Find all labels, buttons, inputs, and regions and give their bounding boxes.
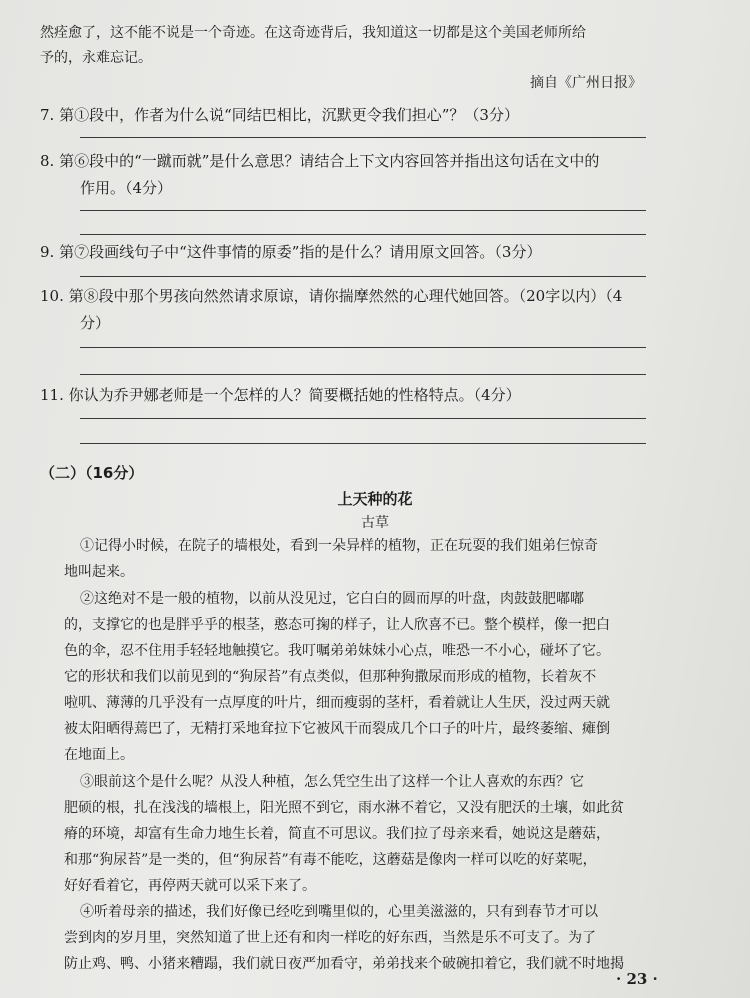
answer-line	[80, 347, 646, 348]
source-citation: 摘自《广州日报》	[530, 75, 642, 91]
article-line: ③眼前这个是什么呢？从没人种植，怎么凭空生出了这样一个让人喜欢的东西？它	[80, 774, 584, 790]
section-heading: （二）（16分）	[40, 464, 144, 482]
answer-line	[80, 276, 646, 277]
article-line: 地叫起来。	[64, 564, 134, 580]
question-8-cont: 作用。（4分）	[80, 179, 173, 197]
page-number: · 23 ·	[616, 970, 658, 988]
answer-line	[80, 418, 646, 419]
article-line: 被太阳晒得蔫巴了，无精打采地耷拉下它被风干而裂成几个口子的叶片，最终萎缩、瘫倒	[64, 721, 610, 737]
article-line: 色的伞，忍不住用手轻轻地触摸它。我叮嘱弟弟妹妹小心点，唯恐一不小心，碰坏了它。	[64, 643, 610, 659]
answer-line	[80, 137, 646, 138]
article-line: 瘠的环境，却富有生命力地生长着，简直不可思议。我们拉了母亲来看，她说这是蘑菇，	[64, 826, 610, 842]
question-7: 7. 第①段中，作者为什么说“同结巴相比，沉默更令我们担心”？（3分）	[40, 106, 519, 124]
article-line: ①记得小时候，在院子的墙根处，看到一朵异样的植物，正在玩耍的我们姐弟仨惊奇	[80, 538, 598, 554]
question-10-cont: 分）	[80, 314, 111, 332]
answer-line	[80, 443, 646, 444]
article-line: 尝到肉的岁月里，突然知道了世上还有和肉一样吃的好东西，当然是乐不可支了。为了	[64, 930, 596, 946]
article-line: ④听着母亲的描述，我们好像已经吃到嘴里似的，心里美滋滋的，只有到春节才可以	[80, 904, 598, 920]
question-10: 10. 第⑧段中那个男孩向然然请求原谅，请你揣摩然然的心理代她回答。（20字以内）（4	[40, 287, 623, 305]
article-line: 它的形状和我们以前见到的“狗尿苔”有点类似，但那种狗撒尿而形成的植物，长着灰不	[64, 669, 597, 685]
prev-passage-line-1: 然痊愈了，这不能不说是一个奇迹。在这奇迹背后，我知道这一切都是这个美国老师所给	[40, 25, 586, 41]
article-line: 防止鸡、鸭、小猪来糟蹋，我们就日夜严加看守，弟弟找来个破碗扣着它，我们就不时地揭	[64, 956, 624, 972]
question-8: 8. 第⑥段中的“一蹴而就”是什么意思？请结合上下文内容回答并指出这句话在文中的	[40, 152, 600, 170]
article-line: 好好看着它，再停两天就可以采下来了。	[64, 878, 316, 894]
question-9: 9. 第⑦段画线句子中“这件事情的原委”指的是什么？请用原文回答。（3分）	[40, 243, 542, 261]
answer-line	[80, 234, 646, 235]
article-line: ②这绝对不是一般的植物，以前从没见过，它白白的圆而厚的叶盘，肉鼓鼓肥嘟嘟	[80, 591, 584, 607]
question-11: 11. 你认为乔尹娜老师是一个怎样的人？简要概括她的性格特点。（4分）	[40, 386, 521, 404]
article-line: 啦叽、薄薄的几乎没有一点厚度的叶片，细而瘦弱的茎杆，看着就让人生厌，没过两天就	[64, 695, 610, 711]
article-line: 和那“狗尿苔”是一类的，但“狗尿苔”有毒不能吃，这蘑菇是像肉一样可以吃的好菜呢，	[64, 852, 597, 868]
article-line: 在地面上。	[64, 747, 134, 763]
prev-passage-line-2: 予的，永难忘记。	[40, 50, 152, 66]
article-line: 的，支撑它的也是胖乎乎的根茎，憨态可掬的样子，让人欣喜不已。整个模样，像一把白	[64, 617, 610, 633]
answer-line	[80, 374, 646, 375]
answer-line	[80, 210, 646, 211]
article-line: 肥硕的根，扎在浅浅的墙根上，阳光照不到它，雨水淋不着它，又没有肥沃的土壤，如此贫	[64, 800, 624, 816]
article-author: 古草	[361, 515, 389, 531]
article-title: 上天种的花	[337, 490, 413, 508]
